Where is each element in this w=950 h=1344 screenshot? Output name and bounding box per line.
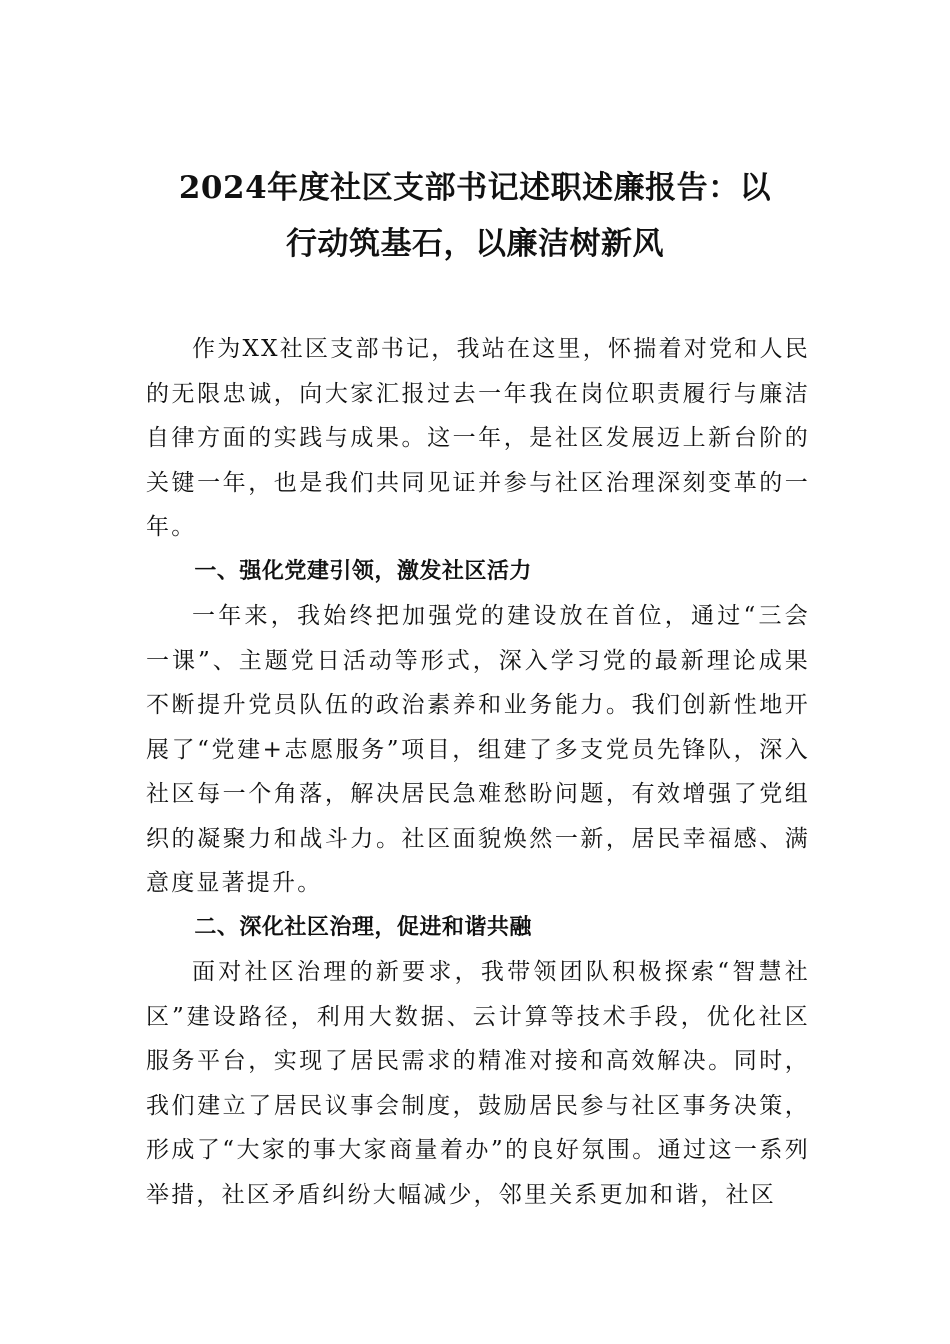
document-title [140, 160, 810, 272]
intro-paragraph: 作为XX社区支部书记，我站在这里，怀揣着对党和人民的无限忠诚，向大家汇报过去一年我在岗位职责履行与廉洁自律方面的实践与成果。这一年，是社区发展迈上新台阶的关键一年，也是我们共同见证并参与社区治理深刻变革的一年。 [146, 336, 810, 540]
title-line-1: 2024年度社区支部书记述职述廉报告：以 [178, 170, 772, 206]
section-heading-2: 二、深化社区治理，促进和谐共融 [194, 914, 532, 940]
document-body [146, 327, 810, 1217]
section-paragraph-2: 面对社区治理的新要求，我带领团队积极探索“智慧社区”建设路径，利用大数据、云计算等技术手段，优化社区服务平台，实现了居民需求的精准对接和高效解决。同时，我们建立了居民议事会制度，鼓励居民参与社区事务决策，形成了“大家的事大家商量着办”的良好氛围。通过这一系列举措，社区矛盾纠纷大幅减少，邻里关系更加和谐，社区 [146, 959, 810, 1208]
section-heading-1: 一、强化党建引领，激发社区活力 [194, 558, 532, 584]
title-line-2: 行动筑基石，以廉洁树新风 [286, 226, 664, 262]
section-paragraph-1: 一年来，我始终把加强党的建设放在首位，通过“三会一课”、主题党日活动等形式，深入学习党的最新理论成果不断提升党员队伍的政治素养和业务能力。我们创新性地开展了“党建+志愿服务”项目，组建了多支党员先锋队，深入社区每一个角落，解决居民急难愁盼问题，有效增强了党组织的凝聚力和战斗力。社区面貌焕然一新，居民幸福感、满意度显著提升。 [146, 603, 810, 896]
